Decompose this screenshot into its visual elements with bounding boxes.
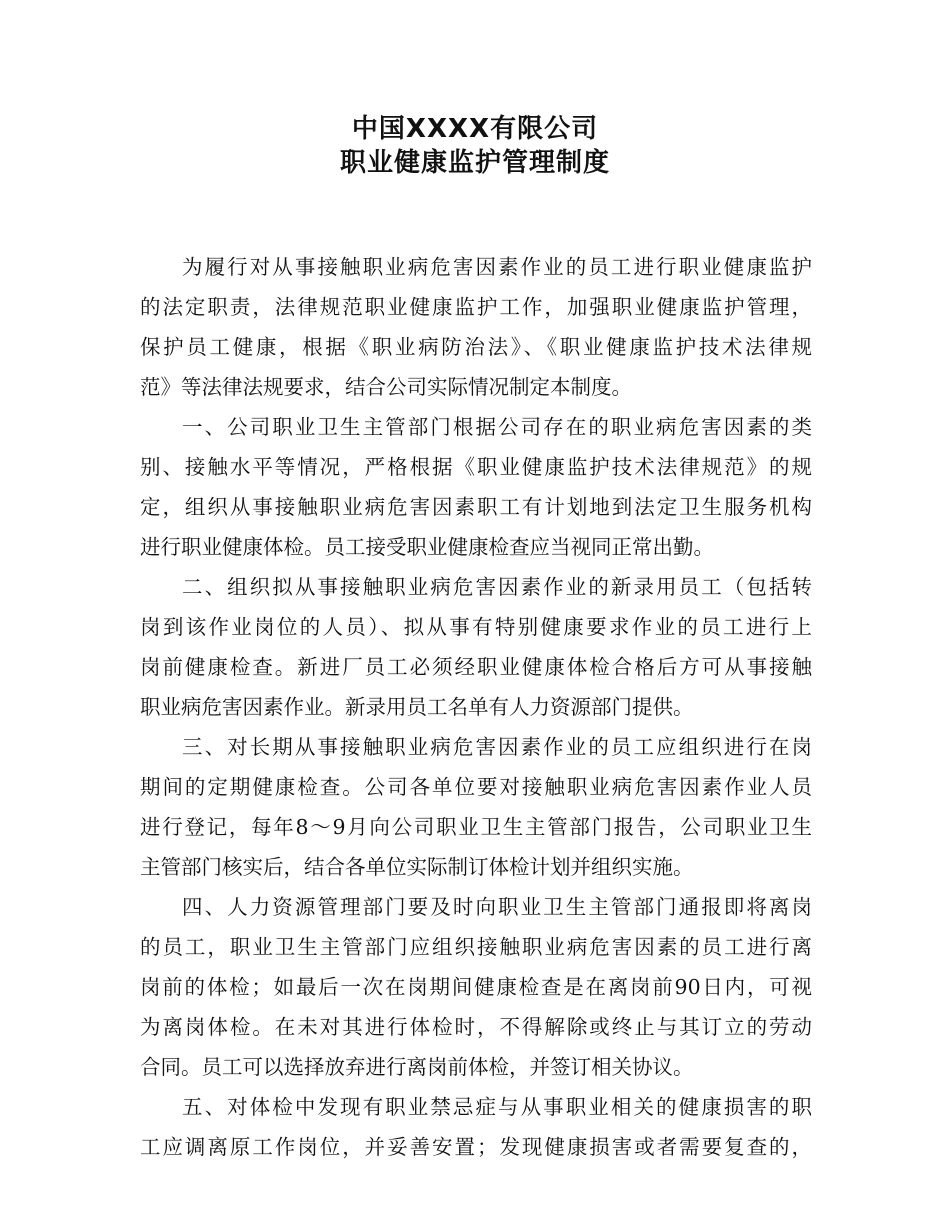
body-line: 工应调离原工作岗位，并妥善安置；发现健康损害或者需要复查的， xyxy=(140,1135,812,1159)
body-line: 三、对长期从事接触职业病危害因素作业的员工应组织进行在岗 xyxy=(182,735,812,759)
body-line: 一、公司职业卫生主管部门根据公司存在的职业病危害因素的类 xyxy=(182,415,812,439)
document-body xyxy=(140,247,812,1167)
body-line: 的员工，职业卫生主管部门应组织接触职业病危害因素的员工进行离 xyxy=(140,935,812,959)
body-line: 岗前健康检查。新进厂员工必须经职业健康体检合格后方可从事接触 xyxy=(140,655,812,679)
body-line: 为履行对从事接触职业病危害因素作业的员工进行职业健康监护 xyxy=(182,255,812,279)
body-line: 二、组织拟从事接触职业病危害因素作业的新录用员工（包括转 xyxy=(182,575,812,599)
body-line: 保护员工健康，根据《职业病防治法》、《职业健康监护技术法律规 xyxy=(140,335,812,359)
body-line: 五、对体检中发现有职业禁忌症与从事职业相关的健康损害的职 xyxy=(182,1095,812,1119)
body-line: 范》等法律法规要求，结合公司实际情况制定本制度。 xyxy=(140,375,632,399)
body-line: 进行职业健康体检。员工接受职业健康检查应当视同正常出勤。 xyxy=(140,535,714,559)
body-line: 别、接触水平等情况，严格根据《职业健康监护技术法律规范》的规 xyxy=(140,455,812,479)
body-line: 岗前的体检；如最后一次在岗期间健康检查是在离岗前90日内，可视 xyxy=(140,975,812,999)
body-line: 职业病危害因素作业。新录用员工名单有人力资源部门提供。 xyxy=(140,695,694,719)
document-title-company: 中国XXXX有限公司 xyxy=(351,114,599,144)
body-line: 进行登记，每年8～9月向公司职业卫生主管部门报告，公司职业卫生 xyxy=(140,815,812,839)
body-line: 岗到该作业岗位的人员）、拟从事有特别健康要求作业的员工进行上 xyxy=(140,615,812,639)
document-title-policy: 职业健康监护管理制度 xyxy=(339,148,610,178)
body-line: 四、人力资源管理部门要及时向职业卫生主管部门通报即将离岗 xyxy=(182,895,812,919)
body-line: 主管部门核实后，结合各单位实际制订体检计划并组织实施。 xyxy=(140,855,694,879)
body-line: 期间的定期健康检查。公司各单位要对接触职业病危害因素作业人员 xyxy=(140,775,812,799)
body-line: 为离岗体检。在未对其进行体检时，不得解除或终止与其订立的劳动 xyxy=(140,1015,812,1039)
body-line: 的法定职责，法律规范职业健康监护工作，加强职业健康监护管理， xyxy=(140,295,812,319)
body-line: 定，组织从事接触职业病危害因素职工有计划地到法定卫生服务机构 xyxy=(140,495,812,519)
body-line: 合同。员工可以选择放弃进行离岗前体检，并签订相关协议。 xyxy=(140,1055,694,1079)
